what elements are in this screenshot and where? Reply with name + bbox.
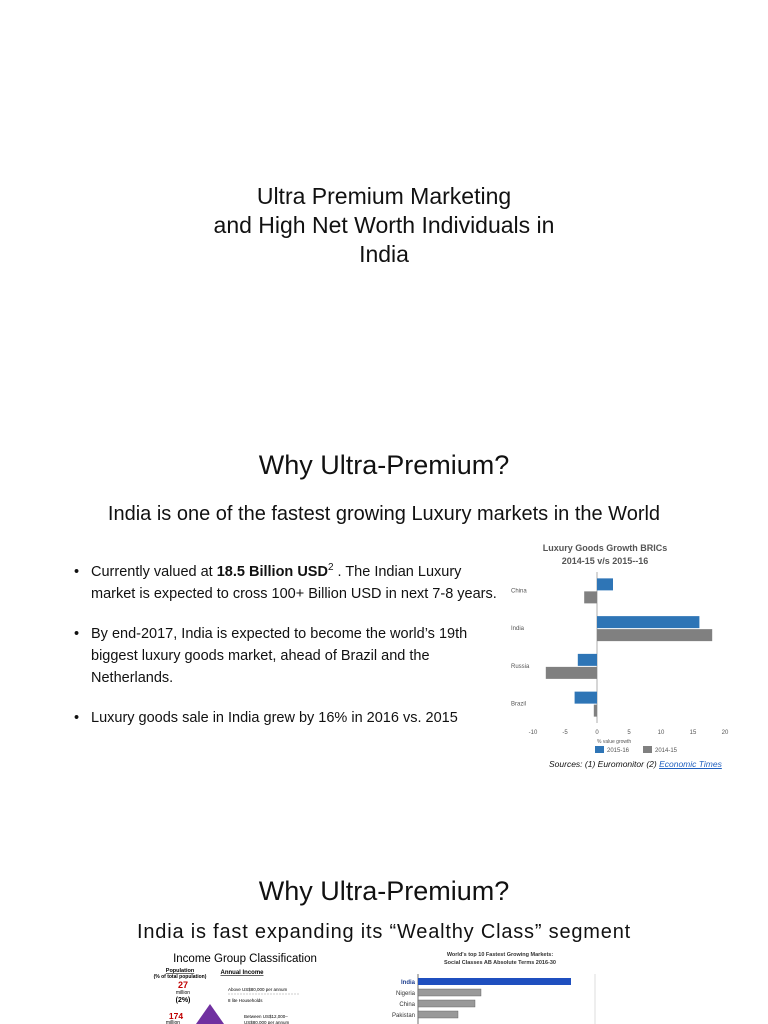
market-label-india: India (400, 980, 415, 986)
bar-2014-15 (597, 629, 712, 641)
market-bar-china (418, 1000, 475, 1007)
fastest-growing-markets-figure (385, 950, 600, 1024)
bullet-item (74, 561, 504, 605)
income-group-figure (140, 948, 350, 1024)
x-tick-label: 0 (595, 730, 599, 736)
legend-label: 2014-15 (655, 748, 678, 754)
category-label: China (511, 588, 527, 595)
row2-count: 174 (168, 1011, 184, 1021)
row1-income-b: 8 lite Households (228, 998, 263, 1003)
category-label: India (511, 626, 525, 633)
slide-heading: Why Ultra-Premium? (258, 450, 510, 480)
market-bar-pakistan (418, 1011, 458, 1018)
legend-label: 2015-16 (607, 748, 630, 754)
title-line-2: and High Net Worth Individuals in (213, 212, 555, 238)
row1-pct: (2%) (175, 997, 191, 1004)
chart-title: Luxury Goods Growth BRICs (542, 543, 668, 553)
row2-income-b: US$80,000 per annum (244, 1020, 290, 1024)
row1-income-a: Above US$80,000 per annum (228, 987, 288, 992)
bullet-item (74, 623, 504, 689)
x-tick-label: -5 (562, 730, 568, 736)
population-col-header: Population (165, 968, 195, 974)
economic-times-link[interactable]: Economic Times (659, 759, 722, 769)
market-label-nigeria: Nigeria (395, 991, 415, 997)
x-tick-label: 10 (657, 730, 665, 736)
bullet-text: Luxury goods sale in India grew by 16% in 2016 vs. 2015 (91, 710, 458, 726)
markets-title-line-1: World's top 10 Fastest Growing Markets: (446, 952, 554, 958)
x-tick-label: 5 (627, 730, 631, 736)
x-tick-label: 15 (689, 730, 697, 736)
x-tick-label: 20 (721, 730, 729, 736)
luxury-growth-chart (505, 540, 745, 755)
bar-2015-16 (597, 616, 699, 628)
sources-note (549, 759, 722, 769)
bullet-dot: • (74, 626, 80, 642)
row1-count: 27 (177, 980, 189, 990)
title-line-1: Ultra Premium Marketing (256, 183, 512, 209)
market-bar-india (418, 978, 571, 985)
bullet-dot: • (74, 564, 80, 580)
title-line-3: India (359, 241, 409, 267)
income-col-header: Annual Income (220, 970, 264, 976)
slide-subheading: India is one of the fastest growing Luxury markets in the World (107, 503, 661, 525)
footnote-marker: 2 (327, 562, 334, 574)
bullet-text: Currently valued at (91, 564, 217, 580)
bullet-item (74, 707, 504, 729)
bar-2014-15 (594, 705, 597, 717)
bullet-bold-value: 18.5 Billion USD (216, 564, 328, 580)
x-axis-label: % value growth (597, 739, 632, 745)
bar-2014-15 (546, 667, 597, 679)
bullet-dot: • (74, 710, 80, 726)
bar-2015-16 (578, 654, 597, 666)
income-figure-title: Income Group Classification (173, 953, 317, 965)
slide-heading: Why Ultra-Premium? (258, 876, 510, 906)
sources-text: Sources: (1) Euromonitor (2) (549, 759, 660, 769)
market-label-pakistan: Pakistan (391, 1013, 415, 1019)
bullet-text: . The Indian Luxury market is expected to cross 100+ Billion USD in next 7-8 years. (91, 564, 497, 602)
category-label: Russia (511, 663, 530, 670)
slide-subheading: India is fast expanding its “Wealthy Class” segment (137, 921, 631, 943)
legend-swatch (595, 746, 604, 753)
row1-unit: million (175, 990, 191, 996)
legend-swatch (643, 746, 652, 753)
market-bar-nigeria (418, 989, 481, 996)
markets-title-line-2: Social Classes AB Absolute Terms 2016-30 (444, 960, 556, 966)
slide-title (0, 182, 768, 269)
bullet-list (74, 561, 504, 747)
chart-subtitle: 2014-15 v/s 2015--16 (561, 556, 649, 566)
bar-2015-16 (597, 578, 613, 590)
market-label-china: China (399, 1002, 415, 1008)
bullet-text: By end-2017, India is expected to become the world’s 19th biggest luxury goods market, ahead of Brazil and the Netherlands. (91, 626, 468, 686)
row2-unit: million (165, 1020, 181, 1024)
x-tick-label: -10 (528, 730, 538, 736)
bar-2014-15 (584, 591, 597, 603)
population-col-subheader: (% of total population) (153, 974, 207, 980)
row2-income-a: Between US$12,000– (244, 1014, 288, 1019)
pyramid-top-tier (196, 1004, 224, 1024)
bar-2015-16 (575, 692, 597, 704)
category-label: Brazil (511, 701, 527, 708)
